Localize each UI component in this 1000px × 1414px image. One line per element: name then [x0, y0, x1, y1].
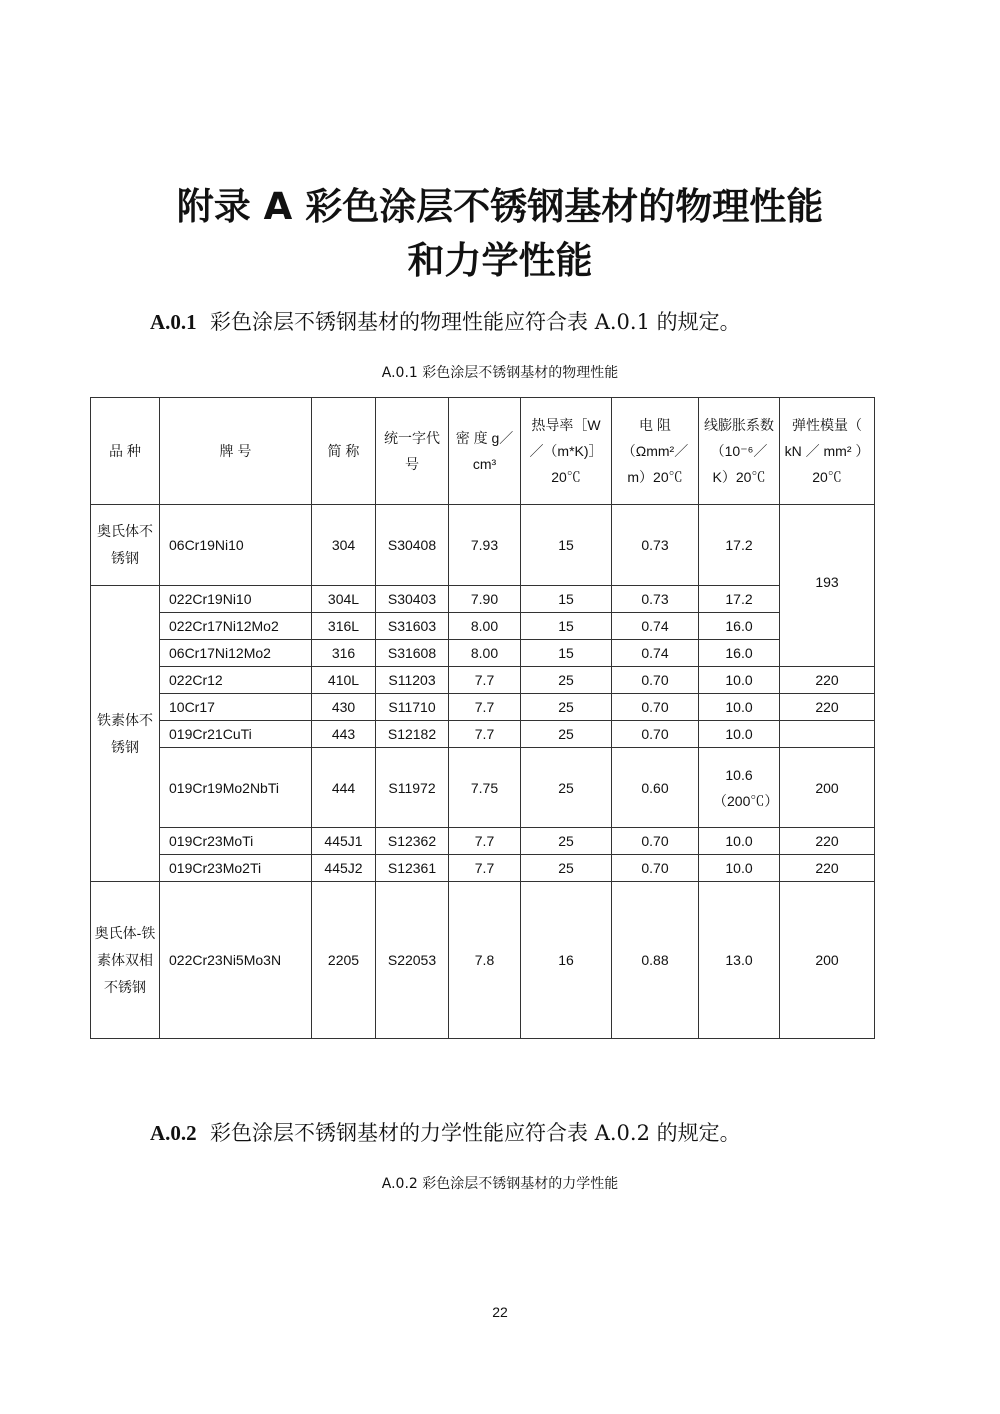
cell-grade: 06Cr19Ni10 [160, 505, 312, 586]
header-thermal-conductivity: 热导率［W／（m*K)］20℃ [521, 398, 612, 505]
cell-exp: 13.0 [699, 882, 780, 1039]
cell-grade: 022Cr12 [160, 667, 312, 694]
cell-tc: 25 [521, 667, 612, 694]
cell-code: S31603 [376, 613, 449, 640]
cell-abbr: 316L [312, 613, 376, 640]
table-a02-caption: A.0.2 彩色涂层不锈钢基材的力学性能 [381, 1176, 619, 1192]
cell-grade: 10Cr17 [160, 694, 312, 721]
cell-tc: 15 [521, 505, 612, 586]
table-row [91, 667, 875, 694]
header-resistance: 电 阻（Ωmm²／m）20℃ [612, 398, 699, 505]
cell-code: S30403 [376, 586, 449, 613]
table-row [91, 882, 875, 1039]
table-row [91, 613, 875, 640]
cell-density: 7.7 [449, 855, 521, 882]
cell-exp: 16.0 [699, 613, 780, 640]
cell-density: 8.00 [449, 613, 521, 640]
cell-res: 0.70 [612, 694, 699, 721]
cell-exp: 16.0 [699, 640, 780, 667]
cell-res: 0.70 [612, 855, 699, 882]
table-row [91, 694, 875, 721]
table-header-row [91, 398, 875, 505]
group-duplex: 奥氏体-铁素体双相不锈钢 [91, 882, 160, 1039]
table-row [91, 855, 875, 882]
cell-mod: 220 [780, 855, 875, 882]
cell-tc: 15 [521, 613, 612, 640]
cell-code: S12182 [376, 721, 449, 748]
cell-grade: 022Cr23Ni5Mo3N [160, 882, 312, 1039]
appendix-title-line2: 和力学性能 [407, 239, 593, 282]
table-row [91, 828, 875, 855]
cell-res: 0.74 [612, 613, 699, 640]
cell-mod: 200 [780, 748, 875, 828]
cell-abbr: 445J1 [312, 828, 376, 855]
cell-tc: 25 [521, 721, 612, 748]
cell-res: 0.88 [612, 882, 699, 1039]
cell-exp: 17.2 [699, 505, 780, 586]
cell-res: 0.70 [612, 667, 699, 694]
cell-res: 0.73 [612, 586, 699, 613]
cell-abbr: 410L [312, 667, 376, 694]
cell-abbr: 444 [312, 748, 376, 828]
cell-density: 7.7 [449, 828, 521, 855]
cell-res: 0.70 [612, 721, 699, 748]
cell-res: 0.74 [612, 640, 699, 667]
cell-abbr: 445J2 [312, 855, 376, 882]
cell-code: S31608 [376, 640, 449, 667]
cell-grade: 022Cr17Ni12Mo2 [160, 613, 312, 640]
cell-res: 0.73 [612, 505, 699, 586]
section-text: 彩色涂层不锈钢基材的物理性能应符合表 A.0.1 的规定。 [210, 310, 741, 334]
cell-exp: 10.0 [699, 721, 780, 748]
table-row [91, 586, 875, 613]
cell-mod [780, 721, 875, 748]
cell-abbr: 2205 [312, 882, 376, 1039]
section-a02-paragraph [150, 1117, 741, 1147]
header-unified-code: 统一字代号 [376, 398, 449, 505]
cell-tc: 25 [521, 855, 612, 882]
cell-mod: 220 [780, 694, 875, 721]
cell-density: 7.7 [449, 694, 521, 721]
cell-density: 7.90 [449, 586, 521, 613]
cell-grade: 019Cr23Mo2Ti [160, 855, 312, 882]
cell-tc: 25 [521, 694, 612, 721]
table-row [91, 721, 875, 748]
table-a01-caption: A.0.1 彩色涂层不锈钢基材的物理性能 [381, 365, 619, 381]
cell-tc: 15 [521, 640, 612, 667]
cell-abbr: 430 [312, 694, 376, 721]
cell-abbr: 316 [312, 640, 376, 667]
cell-density: 7.93 [449, 505, 521, 586]
cell-grade: 019Cr21CuTi [160, 721, 312, 748]
header-expansion: 线膨胀系数（10⁻⁶／K）20℃ [699, 398, 780, 505]
group-ferritic: 铁素体不锈钢 [91, 586, 160, 882]
section-number: A.0.2 [150, 1121, 197, 1145]
cell-tc: 16 [521, 882, 612, 1039]
header-grade: 牌 号 [160, 398, 312, 505]
cell-exp: 10.0 [699, 828, 780, 855]
header-elastic-modulus: 弹性模量（ kN ／ mm² ）20℃ [780, 398, 875, 505]
cell-code: S12361 [376, 855, 449, 882]
page-number: 22 [492, 1304, 508, 1320]
cell-density: 7.75 [449, 748, 521, 828]
cell-tc: 25 [521, 828, 612, 855]
table-row [91, 640, 875, 667]
section-a01-paragraph [150, 306, 741, 336]
cell-res: 0.70 [612, 828, 699, 855]
cell-density: 7.8 [449, 882, 521, 1039]
section-number: A.0.1 [150, 310, 197, 334]
cell-exp: 10.6（200℃） [699, 748, 780, 828]
cell-exp: 10.0 [699, 694, 780, 721]
table-row [91, 505, 875, 586]
cell-mod: 220 [780, 828, 875, 855]
cell-abbr: 304L [312, 586, 376, 613]
cell-code: S11203 [376, 667, 449, 694]
cell-exp: 10.0 [699, 855, 780, 882]
header-variety: 品 种 [91, 398, 160, 505]
cell-tc: 15 [521, 586, 612, 613]
cell-code: S22053 [376, 882, 449, 1039]
cell-density: 7.7 [449, 721, 521, 748]
cell-abbr: 443 [312, 721, 376, 748]
cell-abbr: 304 [312, 505, 376, 586]
cell-code: S12362 [376, 828, 449, 855]
cell-mod: 200 [780, 882, 875, 1039]
cell-grade: 019Cr23MoTi [160, 828, 312, 855]
appendix-title-line1: 附录 A 彩色涂层不锈钢基材的物理性能 [176, 185, 824, 228]
cell-density: 8.00 [449, 640, 521, 667]
cell-code: S30408 [376, 505, 449, 586]
cell-density: 7.7 [449, 667, 521, 694]
table-row [91, 748, 875, 828]
cell-mod: 220 [780, 667, 875, 694]
cell-code: S11710 [376, 694, 449, 721]
physical-properties-table [90, 397, 875, 1039]
cell-code: S11972 [376, 748, 449, 828]
cell-exp: 17.2 [699, 586, 780, 613]
group-austenitic: 奥氏体不锈钢 [91, 505, 160, 586]
cell-res: 0.60 [612, 748, 699, 828]
cell-tc: 25 [521, 748, 612, 828]
cell-grade: 022Cr19Ni10 [160, 586, 312, 613]
cell-shared-modulus: 193 [780, 505, 875, 667]
section-text: 彩色涂层不锈钢基材的力学性能应符合表 A.0.2 的规定。 [210, 1121, 741, 1145]
cell-grade: 019Cr19Mo2NbTi [160, 748, 312, 828]
header-density: 密 度 g／cm³ [449, 398, 521, 505]
cell-grade: 06Cr17Ni12Mo2 [160, 640, 312, 667]
cell-exp: 10.0 [699, 667, 780, 694]
header-abbr: 简 称 [312, 398, 376, 505]
